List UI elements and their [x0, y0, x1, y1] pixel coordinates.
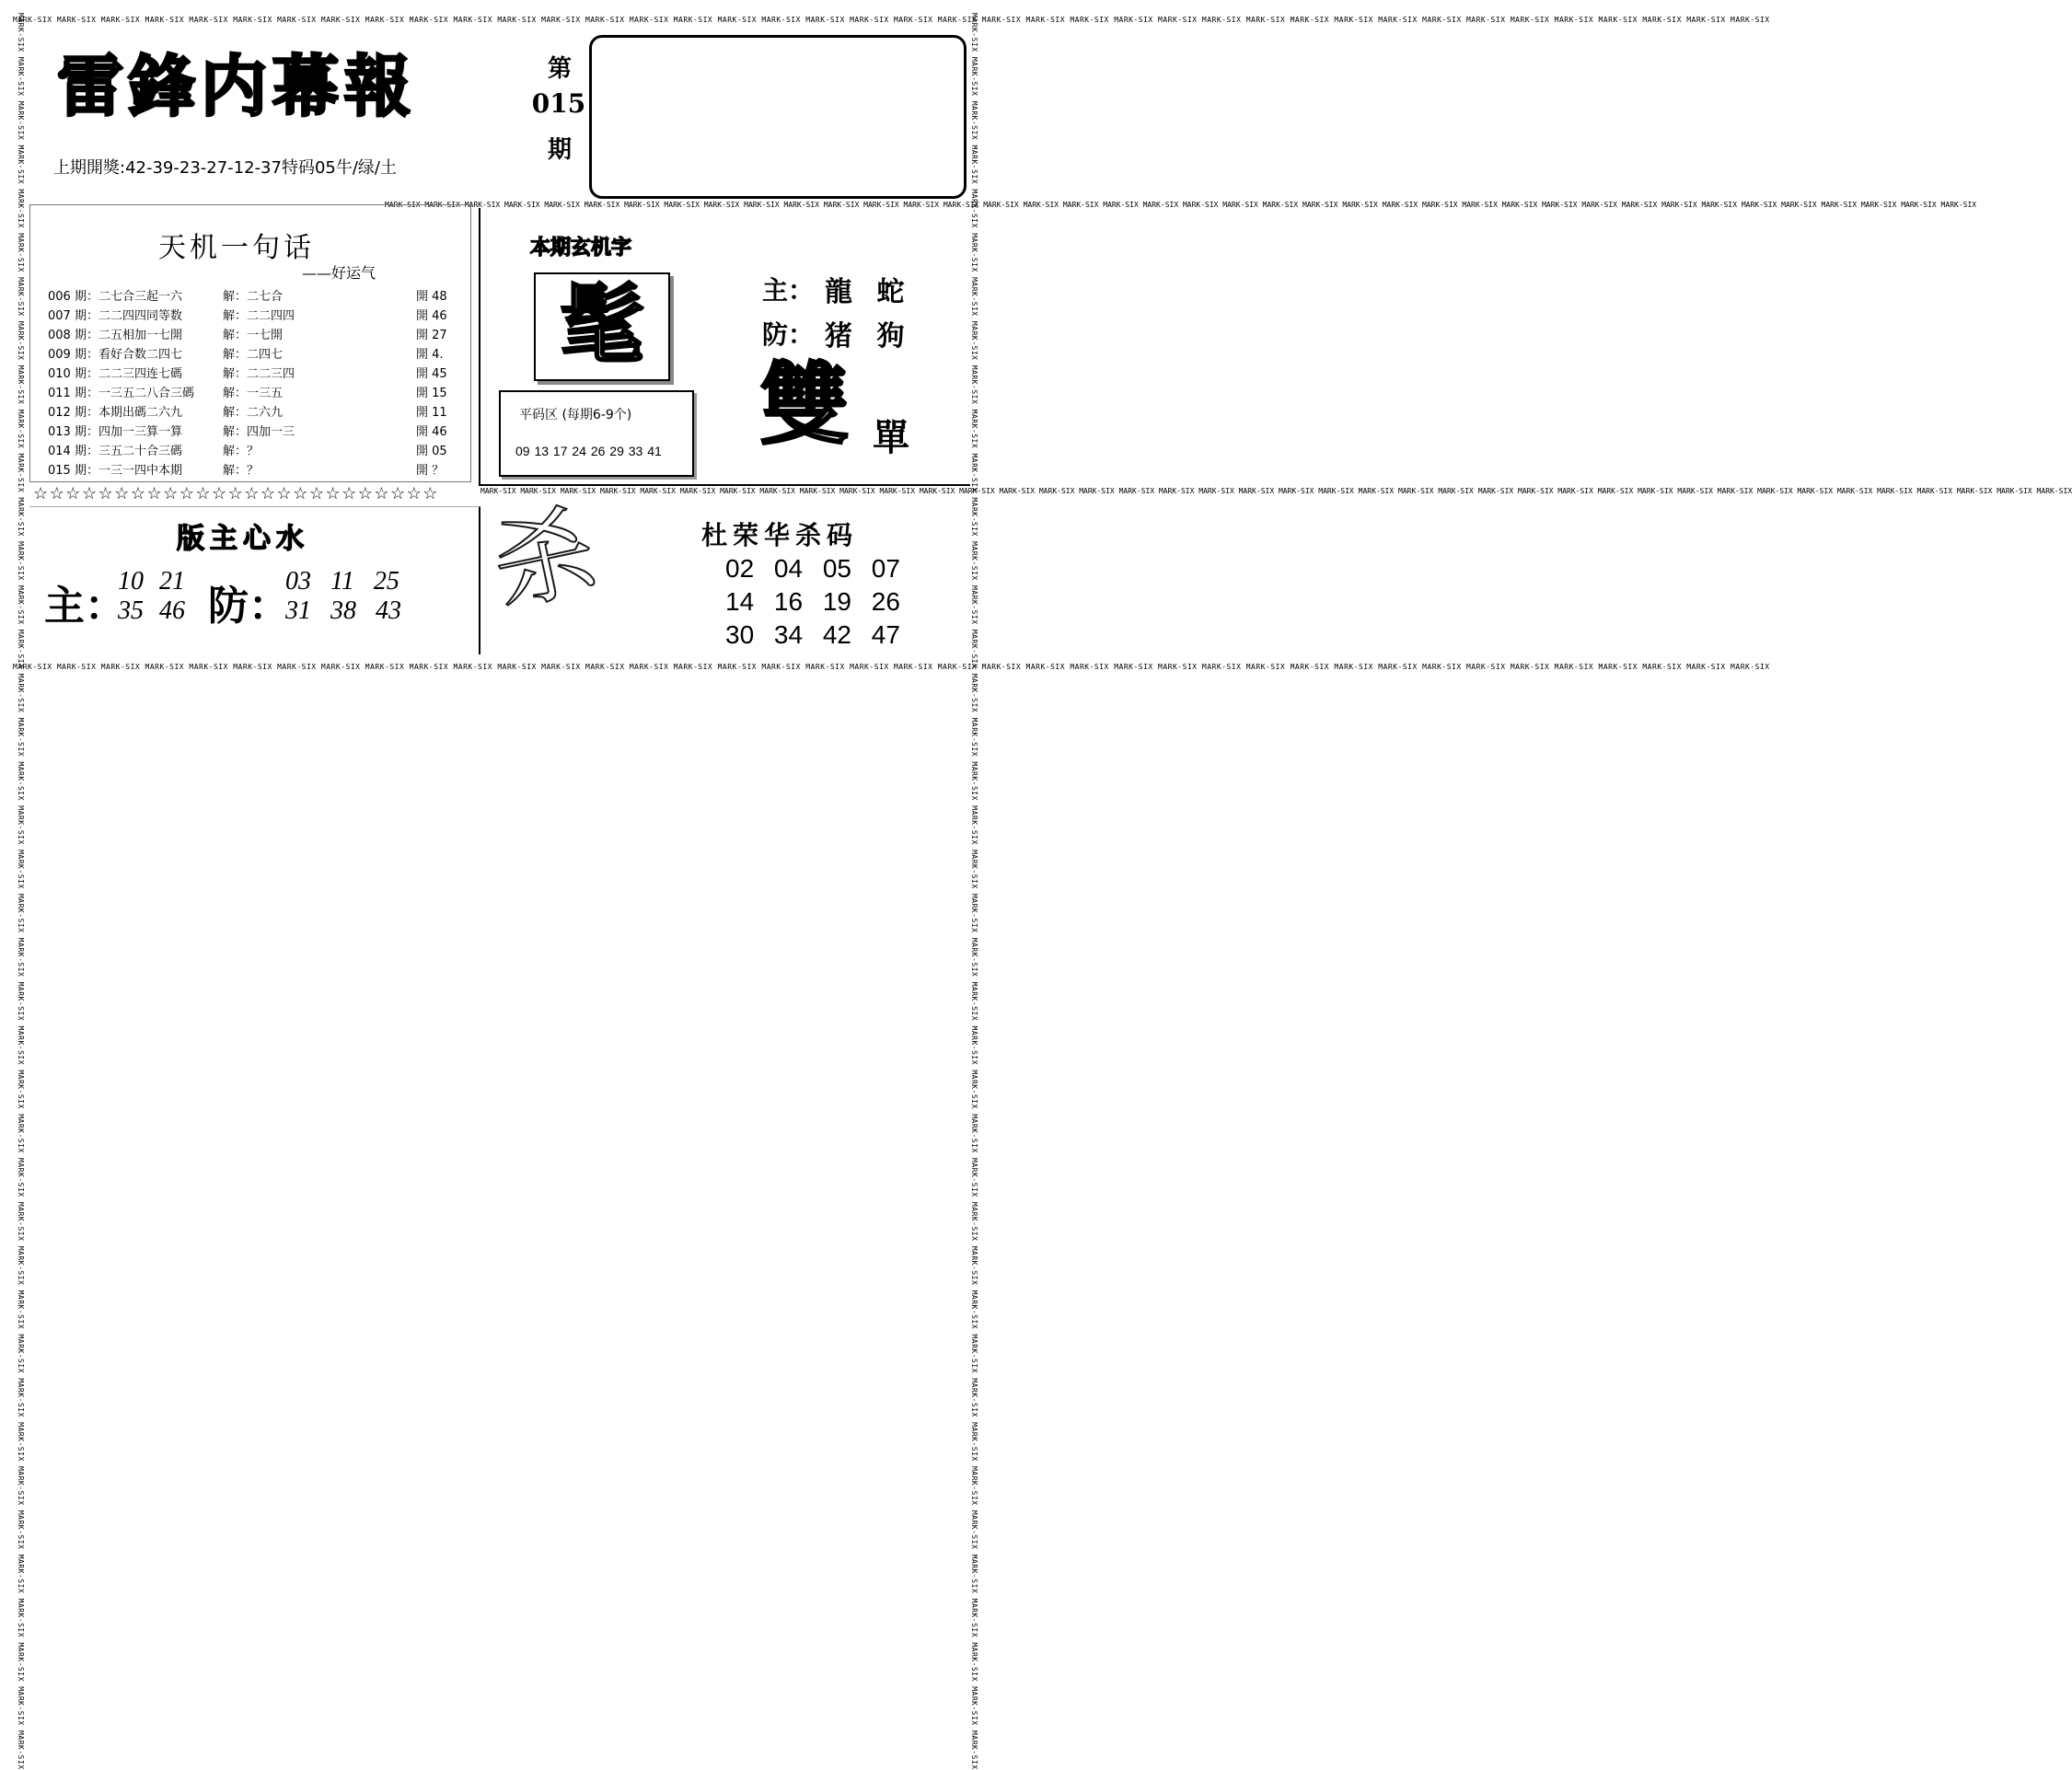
saying-row [48, 345, 453, 365]
saying-row [48, 403, 453, 423]
kill-calligraphy: 杀 [481, 490, 607, 628]
saying-row-answer: 解：二七合 [223, 290, 284, 304]
odd-even-big-char: 雙 [760, 353, 849, 457]
mystery-title: 本期玄机字 [530, 237, 632, 260]
saying-row-issue: 015 期：一三一四中本期 [48, 464, 182, 478]
border-bottom-text: MARK-SIX MARK-SIX MARK-SIX MARK-SIX MARK-SIX MARK-SIX MARK-SIX MARK-SIX MARK-SIX MARK-SIX MARK-SIX MARK-SIX MARK-SIX MARK-SIX MARK-SIX MARK-SIX MARK-SIX MARK-SIX MARK-SIX MARK-SIX MARK-SIX MARK-SIX MARK-SIX MARK-SIX MARK-SIX MARK-SIX MARK-SIX MARK-SIX MARK-SIX MARK-SIX MARK-SIX MARK-SIX MARK-SIX MARK-SIX MARK-SIX MARK-SIX MARK-SIX MARK-SIX MARK-SIX MARK-SIX [13, 663, 1770, 671]
owner-title: 版主心水 [177, 523, 309, 555]
owner-guard-row2: 31 38 43 [285, 596, 401, 625]
owner-main-row2: 35 46 [118, 596, 185, 625]
saying-row-answer: 解：？ [223, 464, 260, 478]
saying-row-issue: 012 期：本期出碼二六九 [48, 406, 182, 420]
saying-row [48, 364, 453, 385]
saying-row-open: 開 48 [416, 290, 447, 304]
issue-prefix: 第 [547, 55, 572, 83]
border-left-text: MARK-SIX MARK-SIX MARK-SIX MARK-SIX MARK-SIX MARK-SIX MARK-SIX MARK-SIX MARK-SIX MARK-SIX MARK-SIX MARK-SIX MARK-SIX MARK-SIX MARK-SIX MARK-SIX MARK-SIX MARK-SIX MARK-SIX MARK-SIX MARK-SIX MARK-SIX MARK-SIX MARK-SIX MARK-SIX MARK-SIX MARK-SIX MARK-SIX MARK-SIX MARK-SIX MARK-SIX MARK-SIX MARK-SIX MARK-SIX MARK-SIX MARK-SIX MARK-SIX MARK-SIX MARK-SIX MARK-SIX [17, 13, 25, 1770]
saying-row-issue: 014 期：三五二十合三碼 [48, 445, 182, 458]
saying-row [48, 442, 453, 462]
saying-row-issue: 011 期：一三五二八合三碼 [48, 387, 194, 400]
mystery-guard-label: 防： [762, 319, 815, 350]
saying-row-answer: 解：一三五 [223, 387, 284, 400]
saying-row-issue: 007 期：二二四四同等数 [48, 309, 182, 323]
saying-row-answer: 解：二四七 [223, 348, 284, 362]
border-bottom [13, 660, 1770, 675]
inner-strip-top-text: MARK-SIX MARK-SIX MARK-SIX MARK-SIX MARK-SIX MARK-SIX MARK-SIX MARK-SIX MARK-SIX MARK-SIX MARK-SIX MARK-SIX MARK-SIX MARK-SIX MARK-SIX MARK-SIX MARK-SIX MARK-SIX MARK-SIX MARK-SIX MARK-SIX MARK-SIX MARK-SIX MARK-SIX MARK-SIX MARK-SIX MARK-SIX MARK-SIX MARK-SIX MARK-SIX MARK-SIX MARK-SIX MARK-SIX MARK-SIX MARK-SIX MARK-SIX MARK-SIX MARK-SIX MARK-SIX MARK-SIX [385, 201, 1977, 209]
flat-code-numbers: 09 13 17 24 26 29 33 41 [515, 444, 662, 458]
saying-row-open: 開 4. [416, 348, 444, 362]
saying-row [48, 326, 453, 346]
odd-even-small-char: 單 [873, 417, 909, 459]
saying-row-issue: 009 期：看好合数二四七 [48, 348, 182, 362]
saying-row-answer: 解：二六九 [223, 406, 284, 420]
star-divider: ☆☆☆☆☆☆☆☆☆☆☆☆☆☆☆☆☆☆☆☆☆☆☆☆☆ [33, 484, 439, 503]
saying-row-open: 開 27 [416, 329, 447, 342]
mystery-main-value: 龍 蛇 [825, 276, 912, 308]
owner-main-row1: 10 21 [118, 567, 185, 596]
flat-code-box [499, 390, 694, 477]
masthead-title: 雷鋒内幕報 [57, 47, 417, 125]
mystery-char: 髦 [559, 276, 644, 375]
saying-row [48, 307, 453, 327]
saying-row [48, 287, 453, 307]
border-top [13, 13, 1770, 28]
kill-row3: 30 34 42 47 [725, 620, 900, 649]
saying-row-issue: 006 期：二七合三起一六 [48, 290, 182, 304]
saying-row [48, 461, 453, 481]
saying-row-answer: 解：二二四四 [223, 309, 295, 323]
kill-row2: 14 16 19 26 [725, 587, 900, 616]
saying-row-answer: 解：？ [223, 445, 260, 458]
saying-row-answer: 解：二二三四 [223, 367, 295, 381]
saying-row-answer: 解：四加一三 [223, 425, 295, 439]
border-right-text: MARK-SIX MARK-SIX MARK-SIX MARK-SIX MARK-SIX MARK-SIX MARK-SIX MARK-SIX MARK-SIX MARK-SIX MARK-SIX MARK-SIX MARK-SIX MARK-SIX MARK-SIX MARK-SIX MARK-SIX MARK-SIX MARK-SIX MARK-SIX MARK-SIX MARK-SIX MARK-SIX MARK-SIX MARK-SIX MARK-SIX MARK-SIX MARK-SIX MARK-SIX MARK-SIX MARK-SIX MARK-SIX MARK-SIX MARK-SIX MARK-SIX MARK-SIX MARK-SIX MARK-SIX MARK-SIX MARK-SIX [970, 13, 978, 1770]
last-draw-text: 上期開獎:42-39-23-27-12-37特码05牛/绿/土 [53, 158, 397, 178]
owner-guard-label: 防： [208, 583, 289, 630]
saying-subtitle: ——好运气 [302, 264, 376, 282]
border-top-text: MARK-SIX MARK-SIX MARK-SIX MARK-SIX MARK-SIX MARK-SIX MARK-SIX MARK-SIX MARK-SIX MARK-SIX MARK-SIX MARK-SIX MARK-SIX MARK-SIX MARK-SIX MARK-SIX MARK-SIX MARK-SIX MARK-SIX MARK-SIX MARK-SIX MARK-SIX MARK-SIX MARK-SIX MARK-SIX MARK-SIX MARK-SIX MARK-SIX MARK-SIX MARK-SIX MARK-SIX MARK-SIX MARK-SIX MARK-SIX MARK-SIX MARK-SIX MARK-SIX MARK-SIX MARK-SIX MARK-SIX [13, 16, 1770, 24]
saying-row [48, 422, 453, 443]
saying-row-answer: 解：一七開 [223, 329, 284, 342]
border-left [13, 13, 28, 1770]
blank-ad-box [589, 35, 967, 199]
saying-row [48, 384, 453, 404]
saying-row-open: 開 05 [416, 445, 447, 458]
mystery-char-box [534, 272, 670, 381]
mystery-guard-value: 猪 狗 [825, 320, 912, 353]
kill-title: 杜荣华杀码 [701, 520, 859, 550]
owner-main-label: 主： [44, 583, 125, 630]
mystery-main-label: 主： [762, 275, 815, 306]
kill-row1: 02 04 05 07 [725, 554, 900, 583]
flat-code-label: 平码区 (每期6-9个) [519, 408, 632, 422]
saying-row-open: 開 46 [416, 425, 447, 439]
saying-row-issue: 010 期：二二三四连七碼 [48, 367, 182, 381]
inner-strip-mid-text: MARK-SIX MARK-SIX MARK-SIX MARK-SIX MARK-SIX MARK-SIX MARK-SIX MARK-SIX MARK-SIX MARK-SIX MARK-SIX MARK-SIX MARK-SIX MARK-SIX MARK-SIX MARK-SIX MARK-SIX MARK-SIX MARK-SIX MARK-SIX MARK-SIX MARK-SIX MARK-SIX MARK-SIX MARK-SIX MARK-SIX MARK-SIX MARK-SIX MARK-SIX MARK-SIX MARK-SIX MARK-SIX MARK-SIX MARK-SIX MARK-SIX MARK-SIX MARK-SIX MARK-SIX MARK-SIX MARK-SIX [480, 487, 2072, 495]
issue-number: 015 [531, 88, 586, 119]
saying-row-open: 開 45 [416, 367, 447, 381]
saying-row-open: 開 ？ [416, 464, 445, 478]
saying-row-open: 開 15 [416, 387, 447, 400]
saying-title: 天机一句话 [158, 232, 315, 264]
saying-row-issue: 008 期：二五相加一七開 [48, 329, 182, 342]
saying-row-issue: 013 期：四加一三算一算 [48, 425, 182, 439]
owner-guard-row1: 03 11 25 [285, 567, 399, 596]
issue-suffix: 期 [547, 136, 572, 164]
saying-row-open: 開 11 [416, 406, 447, 420]
saying-row-open: 開 46 [416, 309, 447, 323]
